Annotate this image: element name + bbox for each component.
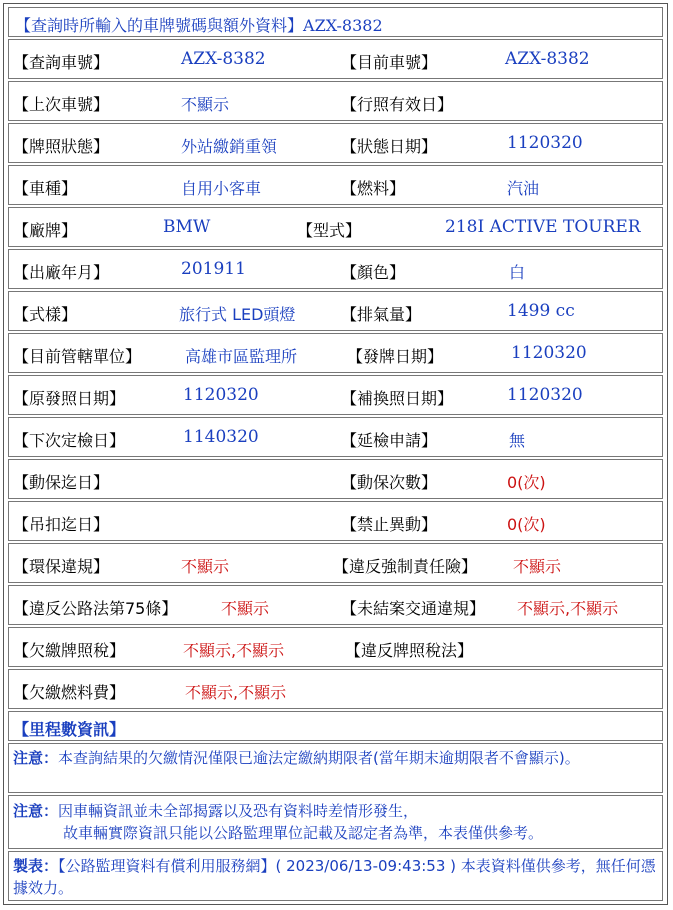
value-style: 旅行式 LED頭燈 bbox=[179, 305, 296, 324]
row-next-inspection bbox=[8, 417, 663, 457]
label-highway-act-violation: 【違反公路法第75條】 bbox=[13, 599, 178, 618]
row-previous-plate bbox=[8, 81, 663, 121]
label-license-tax-violation: 【違反牌照稅法】 bbox=[345, 641, 474, 660]
value-status-date: 1120320 bbox=[507, 133, 583, 153]
row-original-issue-date bbox=[8, 375, 663, 415]
value-environmental-violation: 不顯示 bbox=[181, 557, 230, 576]
label-fuel: 【燃料】 bbox=[341, 179, 406, 198]
value-next-inspection: 1140320 bbox=[183, 427, 259, 447]
title-row bbox=[8, 7, 663, 37]
label-chattel-mortgage-count: 【動保次數】 bbox=[341, 473, 438, 492]
value-compulsory-insurance-violation: 不顯示 bbox=[513, 557, 562, 576]
footer-prefix: 製表： bbox=[13, 857, 59, 875]
label-suspension-end: 【吊扣迄日】 bbox=[13, 515, 110, 534]
row-suspension-end bbox=[8, 501, 663, 541]
value-unpaid-license-tax: 不顯示,不顯示 bbox=[183, 641, 285, 660]
row-brand bbox=[8, 207, 663, 247]
label-status-date: 【狀態日期】 bbox=[341, 137, 438, 156]
note-2-line-1: 因車輛資訊並未全部揭露以及恐有資料時差情形發生， bbox=[58, 802, 419, 820]
value-previous-plate: 不顯示 bbox=[181, 95, 230, 114]
row-unpaid-fuel-fee bbox=[8, 669, 663, 709]
value-current-plate: AZX-8382 bbox=[505, 49, 590, 69]
value-model: 218I ACTIVE TOURER bbox=[445, 217, 641, 237]
label-inspection-extension: 【延檢申請】 bbox=[341, 431, 438, 450]
label-unpaid-license-tax: 【欠繳牌照稅】 bbox=[13, 641, 126, 660]
label-previous-plate: 【上次車號】 bbox=[13, 95, 110, 114]
value-displacement: 1499 cc bbox=[507, 301, 575, 321]
label-plate-status: 【牌照狀態】 bbox=[13, 137, 110, 156]
label-original-issue-date: 【原發照日期】 bbox=[13, 389, 126, 408]
label-vehicle-type: 【車種】 bbox=[13, 179, 78, 198]
label-next-inspection: 【下次定檢日】 bbox=[13, 431, 126, 450]
footer-text: 【公路監理資料有償利用服務網】( 2023/06/13-09:43:53 ) 本表資料僅供參考，無任何憑據效力。 bbox=[13, 857, 656, 897]
value-chattel-mortgage-count: 0(次) bbox=[507, 473, 546, 492]
title-text: 【查詢時所輸入的車牌號碼與額外資料】 bbox=[15, 16, 304, 35]
row-note-1 bbox=[8, 743, 663, 793]
row-highway-act-violation bbox=[8, 585, 663, 625]
note-2-line-2: 故車輛實際資訊只能以公路監理單位記載及認定者為準，本表僅供參考。 bbox=[63, 824, 544, 842]
label-color: 【顏色】 bbox=[341, 263, 406, 282]
value-reissue-date: 1120320 bbox=[507, 385, 583, 405]
label-chattel-mortgage-end: 【動保迄日】 bbox=[13, 473, 110, 492]
note-2-prefix: 注意： bbox=[13, 802, 59, 820]
value-plate-status: 外站繳銷重領 bbox=[181, 137, 278, 156]
value-manufacture-date: 201911 bbox=[181, 259, 246, 279]
value-unpaid-fuel-fee: 不顯示,不顯示 bbox=[185, 683, 287, 702]
row-jurisdiction bbox=[8, 333, 663, 373]
label-compulsory-insurance-violation: 【違反強制責任險】 bbox=[333, 557, 478, 576]
row-footer bbox=[8, 851, 663, 901]
label-brand: 【廠牌】 bbox=[13, 221, 78, 240]
row-manufacture-date bbox=[8, 249, 663, 289]
footer-note bbox=[13, 855, 658, 899]
value-transfer-ban: 0(次) bbox=[507, 515, 546, 534]
row-style bbox=[8, 291, 663, 331]
row-query-plate bbox=[8, 39, 663, 79]
label-style: 【式樣】 bbox=[13, 305, 78, 324]
row-mileage-info bbox=[8, 711, 663, 741]
label-query-plate: 【查詢車號】 bbox=[13, 53, 110, 72]
label-jurisdiction: 【目前管轄單位】 bbox=[13, 347, 142, 366]
mileage-info-heading: 【里程數資訊】 bbox=[13, 720, 126, 739]
value-color: 白 bbox=[509, 263, 526, 282]
value-original-issue-date: 1120320 bbox=[183, 385, 259, 405]
label-manufacture-date: 【出廠年月】 bbox=[13, 263, 110, 282]
label-transfer-ban: 【禁止異動】 bbox=[341, 515, 438, 534]
value-query-plate: AZX-8382 bbox=[181, 49, 266, 69]
row-unpaid-license-tax bbox=[8, 627, 663, 667]
label-unpaid-fuel-fee: 【欠繳燃料費】 bbox=[13, 683, 126, 702]
value-vehicle-type: 自用小客車 bbox=[181, 179, 262, 198]
title-plate: AZX-8382 bbox=[303, 16, 383, 35]
label-reissue-date: 【補換照日期】 bbox=[341, 389, 454, 408]
label-current-plate: 【目前車號】 bbox=[341, 53, 438, 72]
value-issue-date: 1120320 bbox=[511, 343, 587, 363]
label-open-traffic-violations: 【未結案交通違規】 bbox=[341, 599, 486, 618]
value-brand: BMW bbox=[163, 217, 211, 237]
vehicle-info-table bbox=[3, 3, 668, 905]
row-chattel-mortgage-end bbox=[8, 459, 663, 499]
note-2 bbox=[13, 800, 658, 844]
label-displacement: 【排氣量】 bbox=[341, 305, 422, 324]
page-title bbox=[15, 13, 383, 36]
label-issue-date: 【發牌日期】 bbox=[347, 347, 444, 366]
note-1-text: 本查詢結果的欠繳情況僅限已逾法定繳納期限者(當年期末逾期限者不會顯示)。 bbox=[58, 749, 580, 767]
note-1-prefix: 注意： bbox=[13, 749, 59, 767]
note-1 bbox=[13, 747, 658, 769]
label-environmental-violation: 【環保違規】 bbox=[13, 557, 110, 576]
value-fuel: 汽油 bbox=[507, 179, 540, 198]
row-plate-status bbox=[8, 123, 663, 163]
value-inspection-extension: 無 bbox=[509, 431, 526, 450]
value-open-traffic-violations: 不顯示,不顯示 bbox=[517, 599, 619, 618]
value-jurisdiction: 高雄市區監理所 bbox=[185, 347, 298, 366]
label-license-valid-date: 【行照有效日】 bbox=[341, 95, 454, 114]
row-note-2 bbox=[8, 795, 663, 849]
row-vehicle-type bbox=[8, 165, 663, 205]
value-highway-act-violation: 不顯示 bbox=[221, 599, 270, 618]
row-environmental-violation bbox=[8, 543, 663, 583]
label-model: 【型式】 bbox=[297, 221, 362, 240]
